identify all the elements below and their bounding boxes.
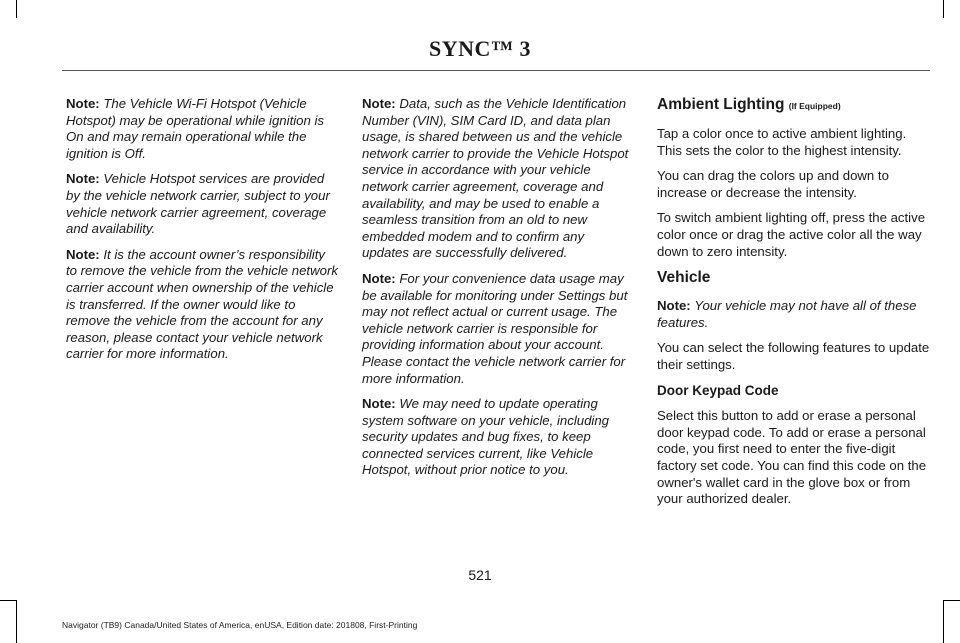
note-text: Data, such as the Vehicle Identification Number (VIN), SIM Card ID, and data plan usage, is shared between us and the vehicle network carrier to provide the Vehicle Hotspot service in accordance with your vehicle network carrier agreement, coverage and availability, and may be used to enable a seamless transition from an old to new embedded modem and to confirm any updates are successfully delivered.	[362, 96, 629, 261]
note-paragraph	[362, 271, 634, 387]
note-paragraph	[66, 96, 338, 162]
note-label: Note:	[362, 96, 396, 111]
column-1	[66, 96, 338, 372]
column-3	[657, 96, 931, 517]
door-keypad-paragraph: Select this button to add or erase a personal door keypad code. To add or erase a personal code, you first need to enter the five-digit factory set code. You can find this code on the owner's wallet card in the glove box or from your authorized dealer.	[657, 408, 927, 507]
vehicle-paragraph-1: You can select the following features to update their settings.	[657, 340, 930, 372]
page-number: 521	[468, 567, 492, 583]
crop-mark-bottom-right-h	[944, 600, 960, 601]
note-paragraph	[657, 298, 931, 331]
if-equipped-label: (If Equipped)	[788, 101, 841, 111]
ambient-paragraph-3: To switch ambient lighting off, press the active color once or drag the active color all the way down to zero intensity.	[657, 210, 926, 259]
ambient-lighting-heading	[657, 96, 931, 115]
crop-mark-bottom-left-h	[0, 600, 16, 601]
note-text: Your vehicle may not have all of these features.	[657, 298, 917, 330]
ambient-heading-text: Ambient Lighting	[657, 96, 785, 113]
door-keypad-code-heading: Door Keypad Code	[657, 382, 779, 398]
note-label: Note:	[362, 396, 396, 412]
ambient-paragraph-1: Tap a color once to active ambient lighting. This sets the color to the highest intensity.	[657, 126, 907, 158]
note-text: For your convenience data usage may be available for monitoring under Settings but may not reflect actual or current usage. The vehicle network carrier is responsible for providing information about your account. Please contact the vehicle network carrier for more information.	[362, 270, 628, 386]
note-label: Note:	[362, 270, 396, 286]
page-header-title: SYNC™ 3	[429, 36, 531, 61]
note-paragraph	[362, 396, 634, 479]
note-text: The Vehicle Wi-Fi Hotspot (Vehicle Hotspot) may be operational while ignition is On and may remain operational while the ignition is Off.	[66, 96, 325, 161]
column-2	[362, 96, 634, 488]
note-text: We may need to update operating system software on your vehicle, including security updates and bug fixes, to keep connected services current, like Vehicle Hotspot, without prior notice to you.	[362, 396, 610, 478]
note-paragraph	[66, 171, 338, 237]
note-label: Note:	[66, 96, 100, 111]
note-paragraph	[362, 96, 634, 262]
crop-mark-bottom-left-v	[16, 600, 17, 643]
crop-mark-top-left-v	[16, 0, 17, 18]
note-paragraph	[66, 247, 338, 363]
footer-edition-text: Navigator (TB9) Canada/United States of America, enUSA, Edition date: 201808, First-Printing	[62, 620, 418, 630]
header-rule	[62, 70, 930, 71]
vehicle-heading: Vehicle	[657, 269, 711, 287]
note-label: Note:	[657, 298, 691, 314]
note-label: Note:	[66, 246, 100, 262]
ambient-paragraph-2: You can drag the colors up and down to increase or decrease the intensity.	[657, 168, 889, 200]
crop-mark-bottom-right-v	[943, 600, 944, 643]
note-text: It is the account owner’s responsibility to remove the vehicle from the vehicle network carrier account when ownership of the vehicle is transferred. If the owner would like to remove the vehicle from the account for any reason, please contact your vehicle network carrier for more information.	[66, 246, 338, 362]
note-label: Note:	[66, 171, 100, 187]
crop-mark-top-right-v	[943, 0, 944, 18]
note-text: Vehicle Hotspot services are provided by the vehicle network carrier, subject to your vehicle network carrier agreement, coverage and availability.	[66, 171, 330, 237]
